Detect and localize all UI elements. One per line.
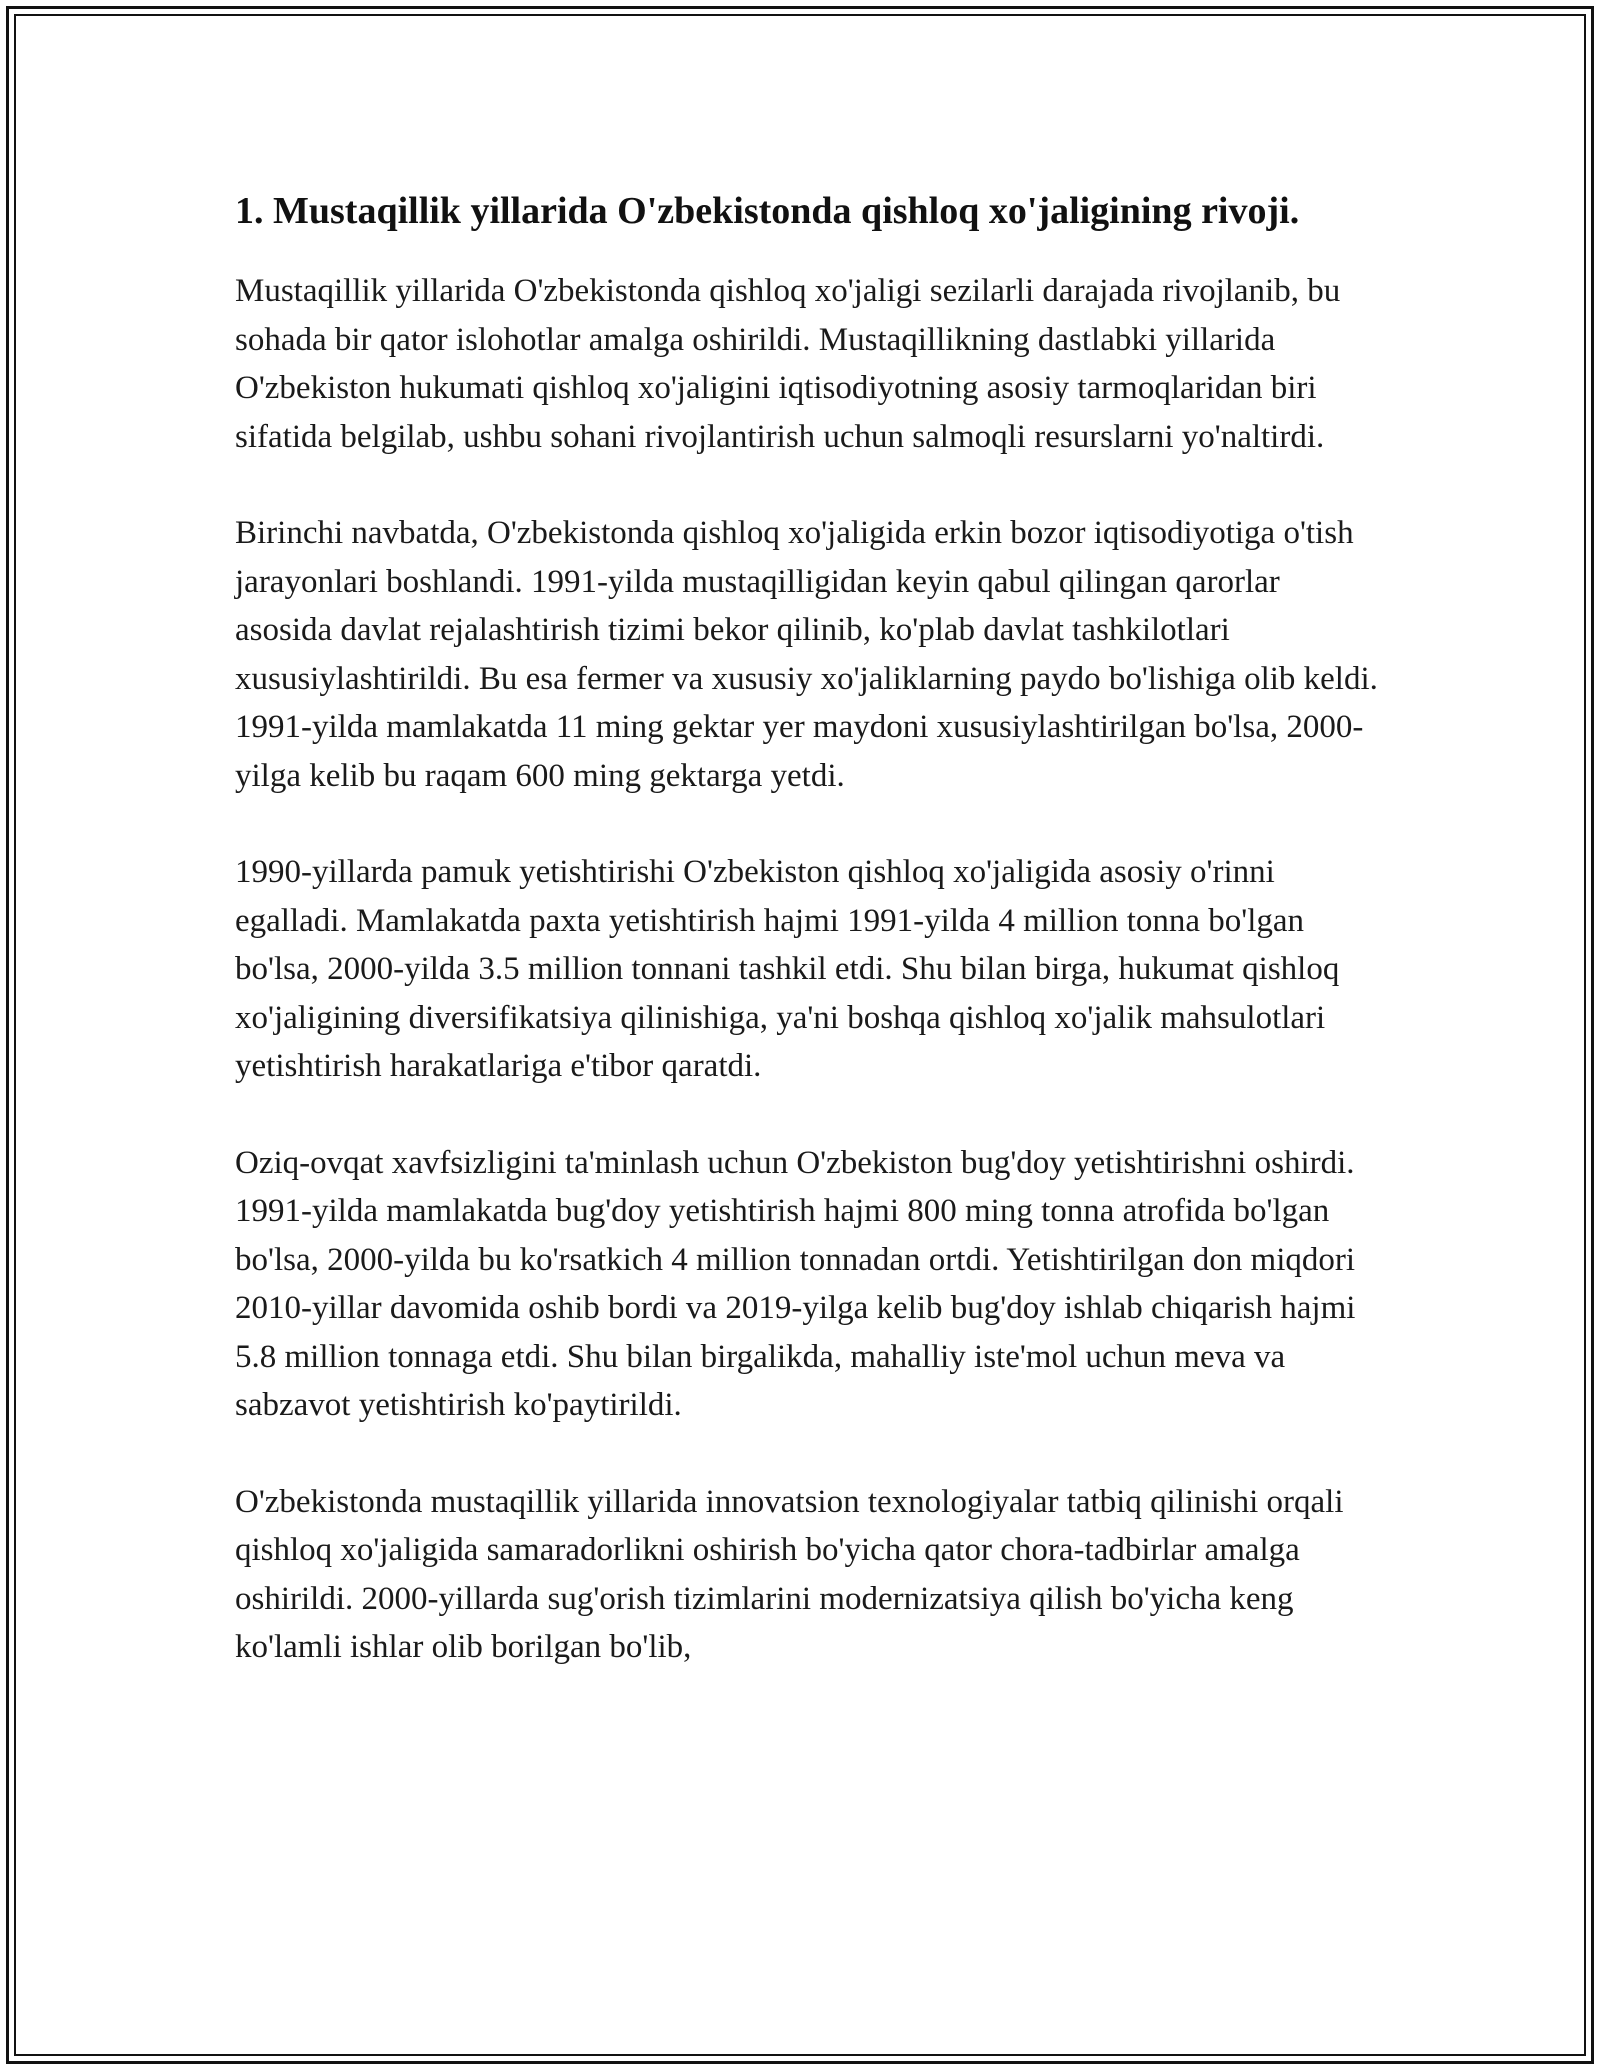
paragraph-3: 1990-yillarda pamuk yetishtirishi O'zbekiston qishloq xo'jaligida asosiy o'rinni egalladi. Mamlakatda paxta yetishtirish hajmi 1991-yilda 4 million tonna bo'lgan bo'lsa, 2000-yilda 3.5 million tonnani tashkil etdi. Shu bilan birga, hukumat qishloq xo'jaligining diversifikatsiya qilinishiga, ya'ni boshqa qishloq xo'jalik mahsulotlari yetishtirish harakatlariga e'tibor qaratdi. [235,854,1340,1084]
document-body [235,186,1385,1720]
paragraph-2: Birinchi navbatda, O'zbekistonda qishloq xo'jaligida erkin bozor iqtisodiyotiga o'tish jarayonlari boshlandi. 1991-yilda mustaqilligidan keyin qabul qilingan qarorlar asosida davlat rejalashtirish tizimi bekor qilinib, ko'plab davlat tashkilotlari xususiylashtirildi. Bu esa fermer va xususiy xo'jaliklarning paydo bo'lishiga olib keldi. 1991-yilda mamlakatda 11 ming gektar yer maydoni xususiylashtirilgan bo'lsa, 2000-yilga kelib bu raqam 600 ming gektarga yetdi. [235,515,1378,794]
paragraph-5: O'zbekistonda mustaqillik yillarida innovatsion texnologiyalar tatbiq qilinishi orqali qishloq xo'jaligida samaradorlikni oshirish bo'yicha qator chora-tadbirlar amalga oshirildi. 2000-yillarda sug'orish tizimlarini modernizatsiya qilish bo'yicha keng ko'lamli ishlar olib borilgan bo'lib, [235,1483,1344,1665]
paragraph-1: Mustaqillik yillarida O'zbekistonda qishloq xo'jaligi sezilarli darajada rivojlanib, bu sohada bir qator islohotlar amalga oshirildi. Mustaqillikning dastlabki yillarida O'zbekiston hukumati qishloq xo'jaligini iqtisodiyotning asosiy tarmoqlaridan biri sifatida belgilab, ushbu sohani rivojlantirish uchun salmoqli resurslarni yo'naltirdi. [235,273,1341,455]
section-heading: 1. Mustaqillik yillarida O'zbekistonda qishloq xo'jaligining rivoji. [235,190,1300,232]
paragraph-4: Oziq-ovqat xavfsizligini ta'minlash uchun O'zbekiston bug'doy yetishtirishni oshirdi. 1991-yilda mamlakatda bug'doy yetishtirish hajmi 800 ming tonna atrofida bo'lgan bo'lsa, 2000-yilda bu ko'rsatkich 4 million tonnadan ortdi. Yetishtirilgan don miqdori 2010-yillar davomida oshib bordi va 2019-yilga kelib bug'doy ishlab chiqarish hajmi 5.8 million tonnaga etdi. Shu bilan birgalikda, mahalliy iste'mol uchun meva va sabzavot yetishtirish ko'paytirildi. [235,1144,1356,1423]
